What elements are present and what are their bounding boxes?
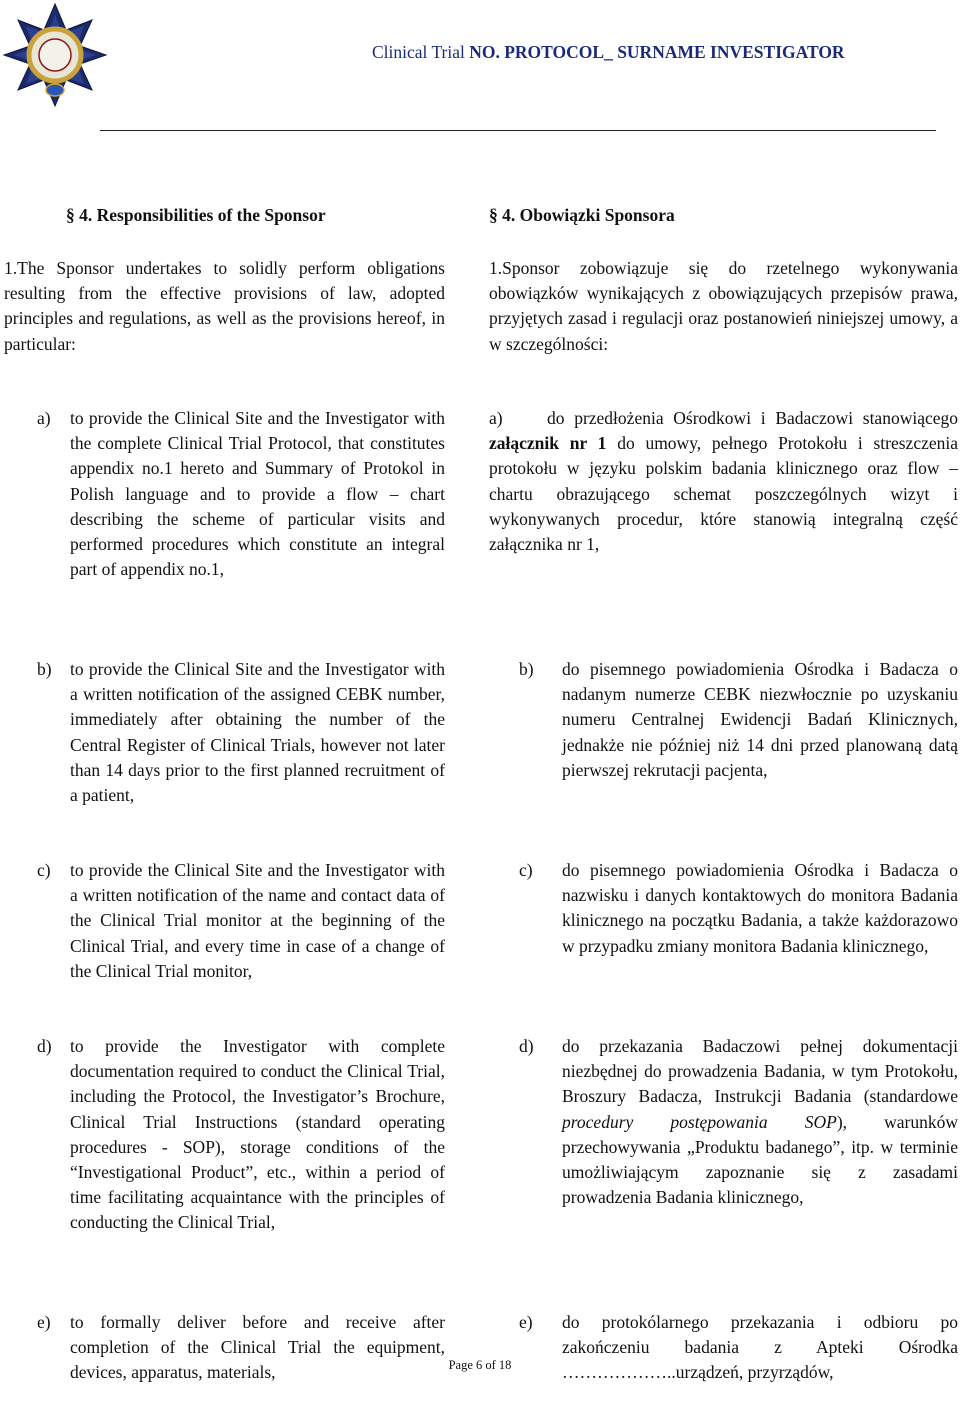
intro-paragraph-en: 1.The Sponsor undertakes to solidly perform obligations resulting from the effective provisions of law, adopted principles and regulations, as well as the provisions hereof, in particular: [4, 258, 445, 354]
document-header-title [372, 42, 845, 63]
item-label: c) [37, 860, 51, 880]
item-label: b) [519, 659, 534, 679]
item-text: do pisemnego powiadomienia Ośrodka i Badacza o nazwisku i danych kontaktowych do monitora Badania klinicznego na początku Badania, a także każdorazowo w przypadku zmiany monitora Badania klinicznego, [562, 860, 958, 956]
item-text: do protokólarnego przekazania i odbioru po zakończeniu badania z Apteki Ośrodka ………………..urządzeń, przyrządów, [562, 1312, 958, 1383]
appendix-reference: załącznik nr 1 [489, 433, 607, 454]
item-text: do przekazania Badaczowi pełnej dokumentacji niezbędnej do prowadzenia Badania, w tym Protokołu, Broszury Badacza, Instrukcji Badania (standardowe procedury postępowania SOP), warunków przechowywania „Produktu badanego”, itp. w terminie umożliwiającym zapoznanie się z zasadami prowadzenia Badania klinicznego, [562, 1036, 959, 1208]
list-item-en-a [37, 406, 445, 582]
item-text: to formally deliver before and receive after completion of the Clinical Trial the equipment, devices, apparatus, materials, [70, 1312, 445, 1383]
list-item-pl-a [489, 406, 958, 557]
list-item-en-b [37, 657, 445, 808]
item-label: a) [489, 408, 503, 428]
list-item-en-d [37, 1034, 445, 1236]
item-label: a) [37, 408, 51, 428]
header-title-protocol: NO. PROTOCOL_ SURNAME INVESTIGATOR [469, 42, 845, 62]
item-label: e) [519, 1312, 533, 1332]
item-text: do pisemnego powiadomienia Ośrodka i Badacza o nadanym numerze CEBK niezwłocznie po uzyskaniu numeru Centralnej Ewidencji Badań Klinicznych, jednakże nie później niż 14 dni przed planowaną datą pierwszej rekrutacji pacjenta, [562, 659, 958, 780]
institution-logo [0, 0, 110, 110]
list-item-pl-b [519, 657, 958, 783]
section-heading-pl: § 4. Obowiązki Sponsora [489, 205, 675, 225]
item-text: to provide the Clinical Site and the Investigator with a written notification of the name and contact data of the Clinical Trial monitor at the beginning of the Clinical Trial, and every time in case of a change of the Clinical Trial monitor, [70, 860, 445, 981]
item-text: to provide the Investigator with complete documentation required to conduct the Clinical Trial, including the Protocol, the Investigator’s Brochure, Clinical Trial Instructions (standard operating procedures - SOP), storage conditions of the “Investigational Product”, etc., within a period of time facilitating acquaintance with the principles of conducting the Clinical Trial, [70, 1036, 445, 1233]
item-label: b) [37, 659, 52, 679]
item-text: to provide the Clinical Site and the Investigator with a written notification of the assigned CEBK number, immediately after obtaining the number of the Central Register of Clinical Trials, however not later than 14 days prior to the first planned recruitment of a patient, [70, 659, 445, 806]
section-heading-en: § 4. Responsibilities of the Sponsor [66, 205, 326, 225]
item-label: c) [519, 860, 533, 880]
list-item-en-c [37, 858, 445, 984]
item-text: to provide the Clinical Site and the Investigator with the complete Clinical Trial Protocol, that constitutes appendix no.1 hereto and Summary of Protokol in Polish language and to provide a flow – chart describing the scheme of particular visits and performed procedures which constitute an integral part of appendix no.1, [70, 408, 445, 580]
page-number: Page 6 of 18 [448, 1358, 512, 1372]
header-title-prefix: Clinical Trial [372, 42, 470, 62]
list-item-pl-c [519, 858, 958, 959]
item-text: do przedłożenia Ośrodkowi i Badaczowi stanowiącego załącznik nr 1 do umowy, pełnego Protokołu i streszczenia protokołu w języku polskim badania klinicznego oraz flow – chartu obrazującego schemat poszczególnych wizyt i wykonywanych procedur, które stanowią integralną część załącznika nr 1, [489, 408, 958, 555]
sop-term: procedury postępowania SOP [562, 1111, 837, 1132]
list-item-en-e [37, 1310, 445, 1386]
item-label: d) [37, 1036, 52, 1056]
intro-paragraph-pl: 1.Sponsor zobowiązuje się do rzetelnego wykonywania obowiązków wynikających z obowiązujących przepisów prawa, przyjętych zasad i regulacji oraz postanowień niniejszej umowy, a w szczególności: [489, 258, 958, 354]
list-item-pl-d [519, 1034, 958, 1210]
item-label: d) [519, 1036, 534, 1056]
header-divider [100, 130, 936, 131]
list-item-pl-e [519, 1310, 958, 1386]
item-label: e) [37, 1312, 51, 1332]
